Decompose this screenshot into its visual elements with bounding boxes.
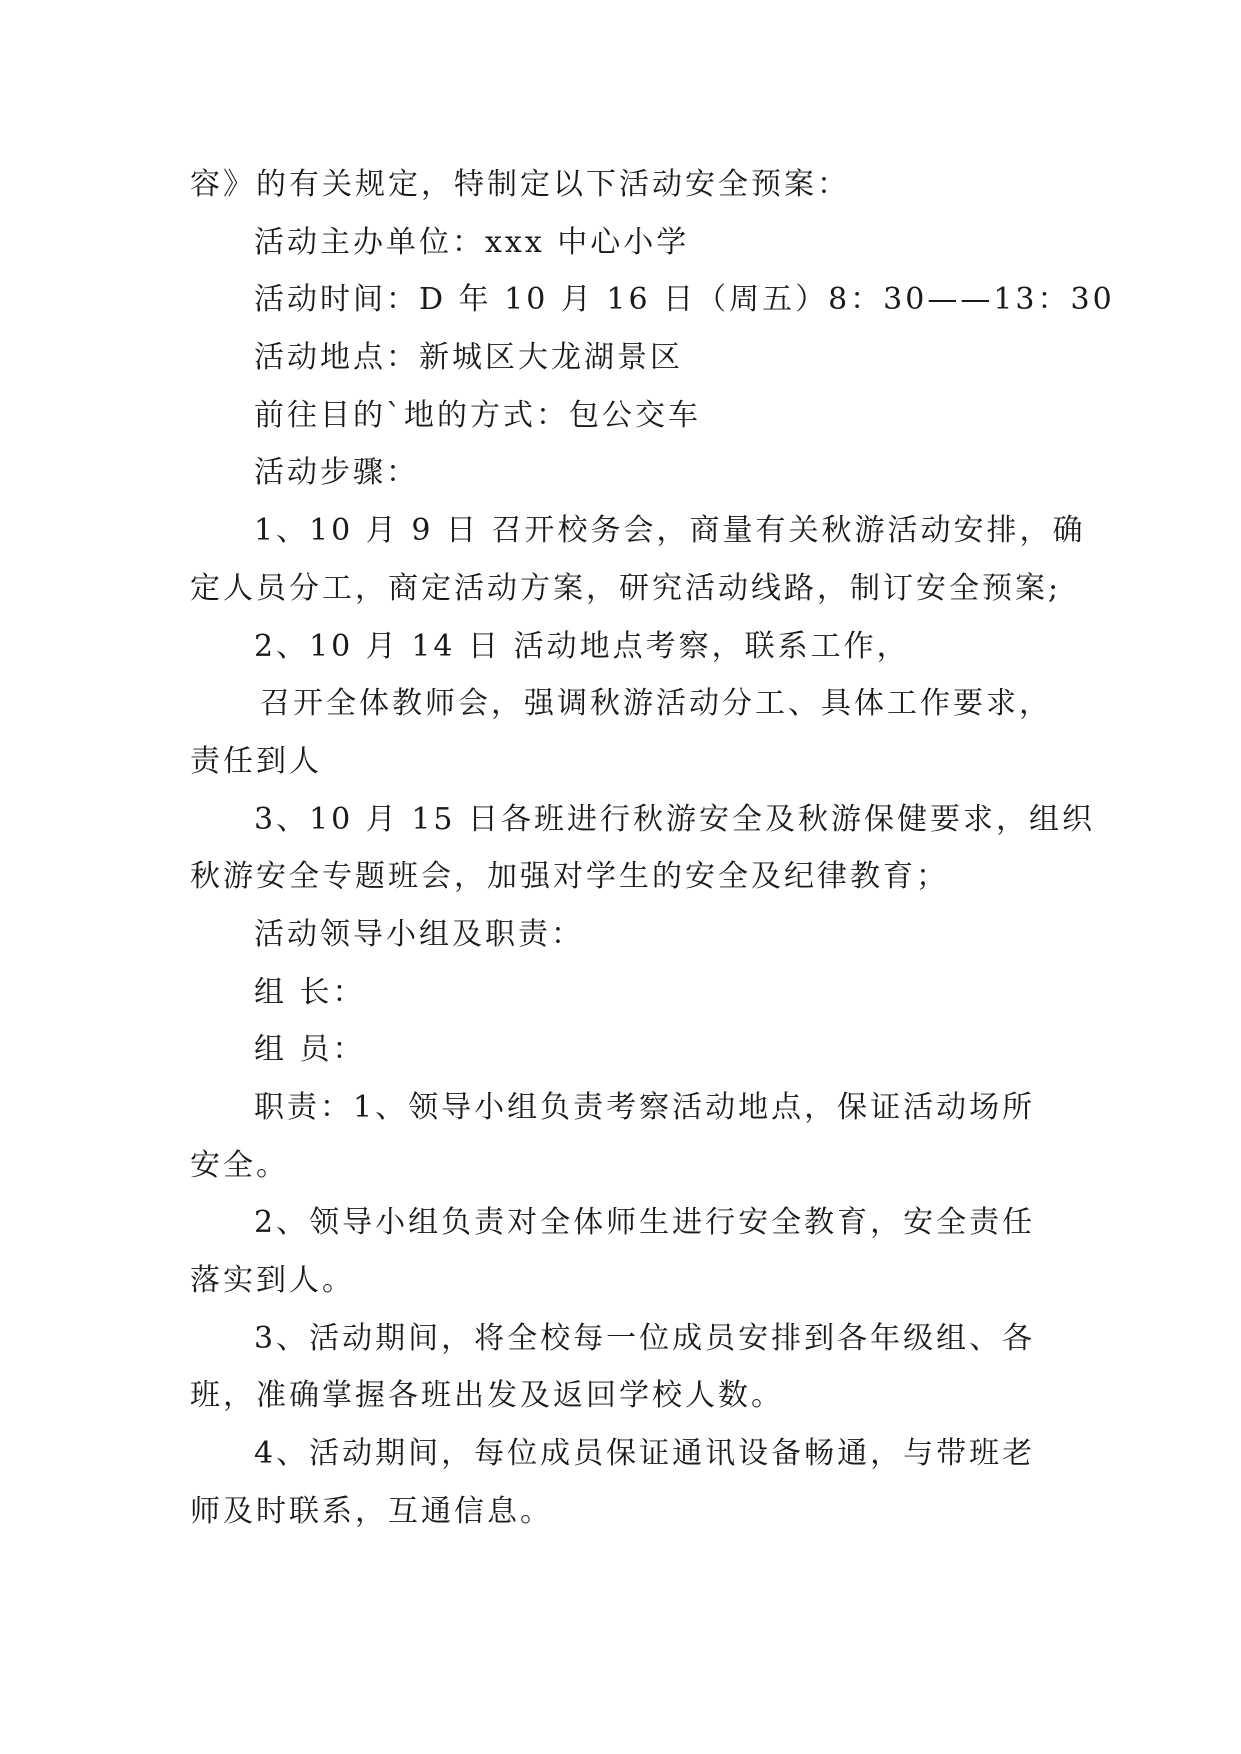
document-body	[190, 156, 1115, 1541]
text-line: 安全。	[190, 1147, 289, 1183]
text-line: 1、10 月 9 日 召开校务会，商量有关秋游活动安排，确	[254, 513, 1086, 549]
text-line: 班，准确掌握各班出发及返回学校人数。	[190, 1378, 784, 1414]
text-line: 2、10 月 14 日 活动地点考察，联系工作，	[254, 628, 910, 664]
text-line: 前往目的`地的方式：包公交车	[254, 397, 701, 433]
text-line: 容》的有关规定，特制定以下活动安全预案：	[190, 167, 850, 202]
text-line: 活动步骤：	[254, 455, 419, 491]
text-line: 2、领导小组负责对全体师生进行安全教育，安全责任	[254, 1205, 1036, 1241]
text-line: 3、活动期间，将全校每一位成员安排到各年级组、各	[254, 1320, 1036, 1356]
text-line: 4、活动期间，每位成员保证通讯设备畅通，与带班老	[254, 1436, 1036, 1472]
text-line: 责任到人	[190, 743, 322, 779]
text-line: 3、10 月 15 日各班进行秋游安全及秋游保健要求，组织	[254, 801, 1096, 837]
text-line: 活动主办单位：xxx 中心小学	[254, 224, 690, 260]
text-line: 职责：1、领导小组负责考察活动地点，保证活动场所	[254, 1090, 1036, 1125]
text-line: 定人员分工，商定活动方案，研究活动线路，制订安全预案;	[190, 570, 1062, 606]
text-line: 落实到人。	[190, 1263, 355, 1299]
text-line: 活动地点：新城区大龙湖景区	[254, 340, 683, 376]
text-line: 组 员：	[254, 1032, 366, 1068]
text-line: 活动领导小组及职责：	[254, 916, 584, 952]
text-line: 秋游安全专题班会，加强对学生的安全及纪律教育；	[190, 859, 949, 895]
text-line: 组 长：	[254, 974, 366, 1010]
text-line: 召开全体教师会，强调秋游活动分工、具体工作要求，	[260, 686, 1052, 722]
text-line: 活动时间：D 年 10 月 16 日（周五）8：30——13：30	[254, 282, 1115, 318]
text-line: 师及时联系，互通信息。	[190, 1493, 553, 1529]
